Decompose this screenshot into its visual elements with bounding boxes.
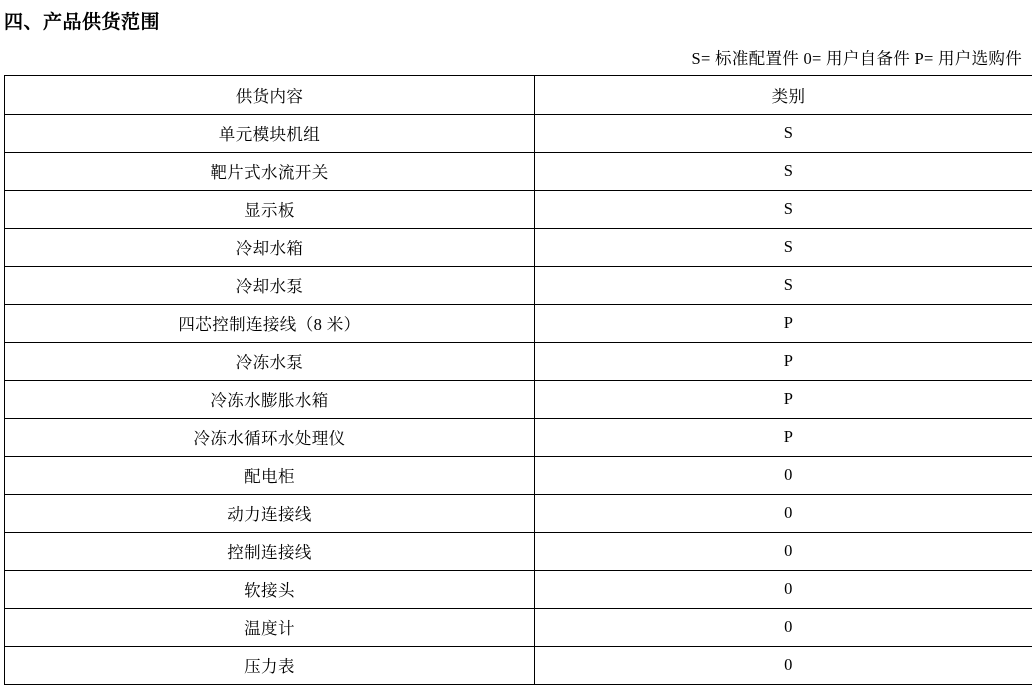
cell-item: 软接头 <box>5 570 535 608</box>
table-header-row <box>5 75 1032 114</box>
legend-row <box>0 45 1032 69</box>
cell-category: P <box>535 380 1032 418</box>
cell-category: S <box>535 228 1032 266</box>
table-body <box>5 75 1032 684</box>
cell-category: S <box>535 152 1032 190</box>
table-row <box>5 266 1032 304</box>
table-row <box>5 494 1032 532</box>
column-header-item: 供货内容 <box>5 75 535 114</box>
table-row <box>5 380 1032 418</box>
cell-category: P <box>535 418 1032 456</box>
table-row <box>5 304 1032 342</box>
cell-category: 0 <box>535 456 1032 494</box>
table-row <box>5 342 1032 380</box>
table-row <box>5 570 1032 608</box>
cell-item: 动力连接线 <box>5 494 535 532</box>
cell-item: 靶片式水流开关 <box>5 152 535 190</box>
cell-category: 0 <box>535 646 1032 684</box>
cell-item: 四芯控制连接线（8 米） <box>5 304 535 342</box>
cell-category: S <box>535 266 1032 304</box>
supply-scope-table <box>4 75 1032 685</box>
cell-category: 0 <box>535 608 1032 646</box>
table-row <box>5 646 1032 684</box>
cell-item: 冷却水箱 <box>5 228 535 266</box>
cell-category: 0 <box>535 570 1032 608</box>
table-row <box>5 114 1032 152</box>
cell-item: 显示板 <box>5 190 535 228</box>
cell-item: 冷冻水膨胀水箱 <box>5 380 535 418</box>
cell-category: S <box>535 114 1032 152</box>
cell-category: P <box>535 342 1032 380</box>
document-page <box>0 10 1032 670</box>
cell-item: 冷却水泵 <box>5 266 535 304</box>
cell-item: 配电柜 <box>5 456 535 494</box>
cell-category: 0 <box>535 532 1032 570</box>
cell-item: 控制连接线 <box>5 532 535 570</box>
column-header-category: 类别 <box>535 75 1032 114</box>
page-title: 四、产品供货范围 <box>4 10 1032 37</box>
cell-item: 冷冻水泵 <box>5 342 535 380</box>
table-row <box>5 418 1032 456</box>
table-row <box>5 456 1032 494</box>
table-row <box>5 532 1032 570</box>
cell-category: 0 <box>535 494 1032 532</box>
cell-category: P <box>535 304 1032 342</box>
legend-text: S= 标准配置件 0= 用户自备件 P= 用户选购件 <box>692 49 1022 68</box>
cell-item: 冷冻水循环水处理仪 <box>5 418 535 456</box>
cell-category: S <box>535 190 1032 228</box>
table-row <box>5 190 1032 228</box>
cell-item: 压力表 <box>5 646 535 684</box>
table-row <box>5 152 1032 190</box>
cell-item: 温度计 <box>5 608 535 646</box>
cell-item: 单元模块机组 <box>5 114 535 152</box>
table-row <box>5 228 1032 266</box>
table-row <box>5 608 1032 646</box>
